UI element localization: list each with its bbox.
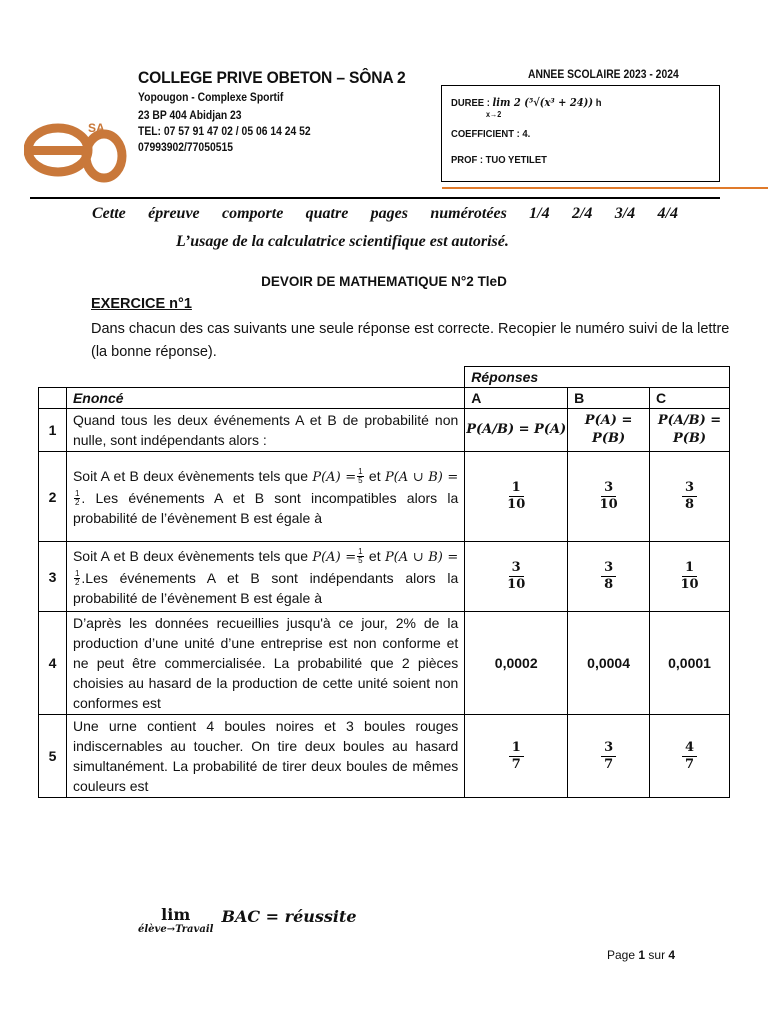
question-number: 2 xyxy=(39,452,67,542)
question-number: 5 xyxy=(39,715,67,798)
school-year: ANNEE SCOLAIRE 2023 - 2024 xyxy=(528,69,679,81)
answer-c: P(A/B) = P(B) xyxy=(650,409,730,452)
orange-divider xyxy=(442,187,768,189)
school-phone-line: 07993902/77050515 xyxy=(138,142,233,154)
intro-word: 1/4 xyxy=(529,205,550,222)
exam-info-box xyxy=(441,85,720,182)
lim-subscript: élève→Travail xyxy=(138,924,214,935)
question-text: Une urne contient 4 boules noires et 3 boules rouges indiscernables au toucher. On tire deux boules au hasard simultanément. La probabilité de tirer deux boules de mêmes couleurs est xyxy=(66,715,464,798)
answer-b: $\frac{3}{8}$ xyxy=(568,542,650,612)
enonce-header: Enoncé xyxy=(66,388,464,409)
answer-c: 0,0001 xyxy=(650,612,730,715)
school-address-line: 23 BP 404 Abidjan 23 xyxy=(138,110,242,122)
answer-c: $\frac{1}{10}$ xyxy=(650,542,730,612)
table-row xyxy=(39,542,730,612)
devoir-title: DEVOIR DE MATHEMATIQUE N°2 TleD xyxy=(261,274,507,289)
fraction: $\frac{1}{5}$ xyxy=(358,467,363,486)
duree-unit: h xyxy=(595,97,602,109)
question-number: 1 xyxy=(39,409,67,452)
intro-word: Cette xyxy=(92,205,126,222)
question-number: 4 xyxy=(39,612,67,715)
intro-word: 3/4 xyxy=(614,205,636,222)
answer-a: $\frac{1}{10}$ xyxy=(465,452,568,542)
fraction: $\frac{1}{2}$ xyxy=(74,569,80,588)
intro-word: pages xyxy=(370,205,408,222)
duree-line xyxy=(451,96,601,109)
school-address-line: Yopougon - Complexe Sportif xyxy=(138,92,284,104)
intro-calculator-line: L’usage de la calculatrice scientifique est autorisé. xyxy=(176,233,509,250)
intro-word: comporte xyxy=(221,205,284,222)
intro-word: 2/4 xyxy=(571,205,593,222)
answer-a: 0,0002 xyxy=(465,612,568,715)
qcm-table xyxy=(38,366,730,798)
answer-a: P(A/B) = P(A) xyxy=(465,409,568,452)
intro-word: 4/4 xyxy=(657,205,678,222)
intro-word: épreuve xyxy=(148,205,200,222)
answer-a: $\frac{3}{10}$ xyxy=(465,542,568,612)
answer-b: $\frac{3}{10}$ xyxy=(568,452,650,542)
lim-block xyxy=(138,905,213,935)
table-header-row xyxy=(39,388,730,409)
answer-b: P(A) = P(B) xyxy=(568,409,650,452)
page-number: Page 1 sur 4 xyxy=(607,948,676,962)
table-row xyxy=(39,409,730,452)
black-divider xyxy=(30,197,720,199)
lim-expression: BAC = réussite xyxy=(221,907,357,926)
lim-word: lim xyxy=(161,905,191,924)
question-text: Soit A et B deux évènements tels que P(A) = $\frac{1}{5}$ et P(A ∪ B) = $\frac{1}{2}$ . Les événements A et B sont incompatibles alors la probabilité de l’évènement B est égale à xyxy=(66,452,464,542)
col-b-header: B xyxy=(568,388,650,409)
intro-pages-line xyxy=(92,205,678,223)
table-header-row xyxy=(39,367,730,388)
intro-word: numérotées xyxy=(430,205,507,222)
coefficient: COEFFICIENT : 4. xyxy=(451,128,531,140)
duree-expression: lim 2 (⁵√(x³ + 24)) xyxy=(492,96,594,109)
table-row xyxy=(39,715,730,798)
question-text: Quand tous les deux événements A et B de probabilité non nulle, sont indépendants alors : xyxy=(66,409,464,452)
prof-name: PROF : TUO YETILET xyxy=(451,154,547,166)
answer-c: $\frac{3}{8}$ xyxy=(650,452,730,542)
table-row xyxy=(39,452,730,542)
answer-c: $\frac{4}{7}$ xyxy=(650,715,730,798)
answer-b: 0,0004 xyxy=(568,612,650,715)
table-row xyxy=(39,612,730,715)
duree-label: DUREE : xyxy=(451,97,490,109)
school-name: COLLEGE PRIVE OBETON – SÔNA 2 xyxy=(138,68,406,87)
answer-a: $\frac{1}{7}$ xyxy=(465,715,568,798)
footer-motto xyxy=(138,905,357,935)
fraction: $\frac{1}{2}$ xyxy=(74,489,80,508)
fraction: $\frac{1}{5}$ xyxy=(358,547,363,566)
question-text: D’après les données recueillies jusqu'à ce jour, 2% de la production d’une unité d’une entreprise est non conforme et ne peut être commercialisée. La probabilité que 2 pièces choisies au hasard de la production de cette unité soient non conformes est xyxy=(66,612,464,715)
exercise-instructions: Dans chacun des cas suivants une seule réponse est correcte. Recopier le numéro suivi de la lettre (la bonne réponse). xyxy=(91,321,730,360)
question-number: 3 xyxy=(39,542,67,612)
duree-lim-sub: x→2 xyxy=(486,110,502,119)
school-phone-line: TEL: 07 57 91 47 02 / 05 06 14 24 52 xyxy=(138,126,311,138)
intro-word: quatre xyxy=(305,205,349,222)
svg-text:SA: SA xyxy=(88,121,105,135)
exercise-title: EXERCICE n°1 xyxy=(91,296,192,312)
question-text: Soit A et B deux évènements tels que P(A) = $\frac{1}{5}$ et P(A ∪ B) = $\frac{1}{2}$ .Les événements A et B sont indépendants alors la probabilité de l’évènement B est égale à xyxy=(66,542,464,612)
school-logo-icon xyxy=(24,110,132,188)
col-a-header: A xyxy=(465,388,568,409)
answer-b: $\frac{3}{7}$ xyxy=(568,715,650,798)
responses-header: Réponses xyxy=(465,367,730,388)
col-c-header: C xyxy=(650,388,730,409)
